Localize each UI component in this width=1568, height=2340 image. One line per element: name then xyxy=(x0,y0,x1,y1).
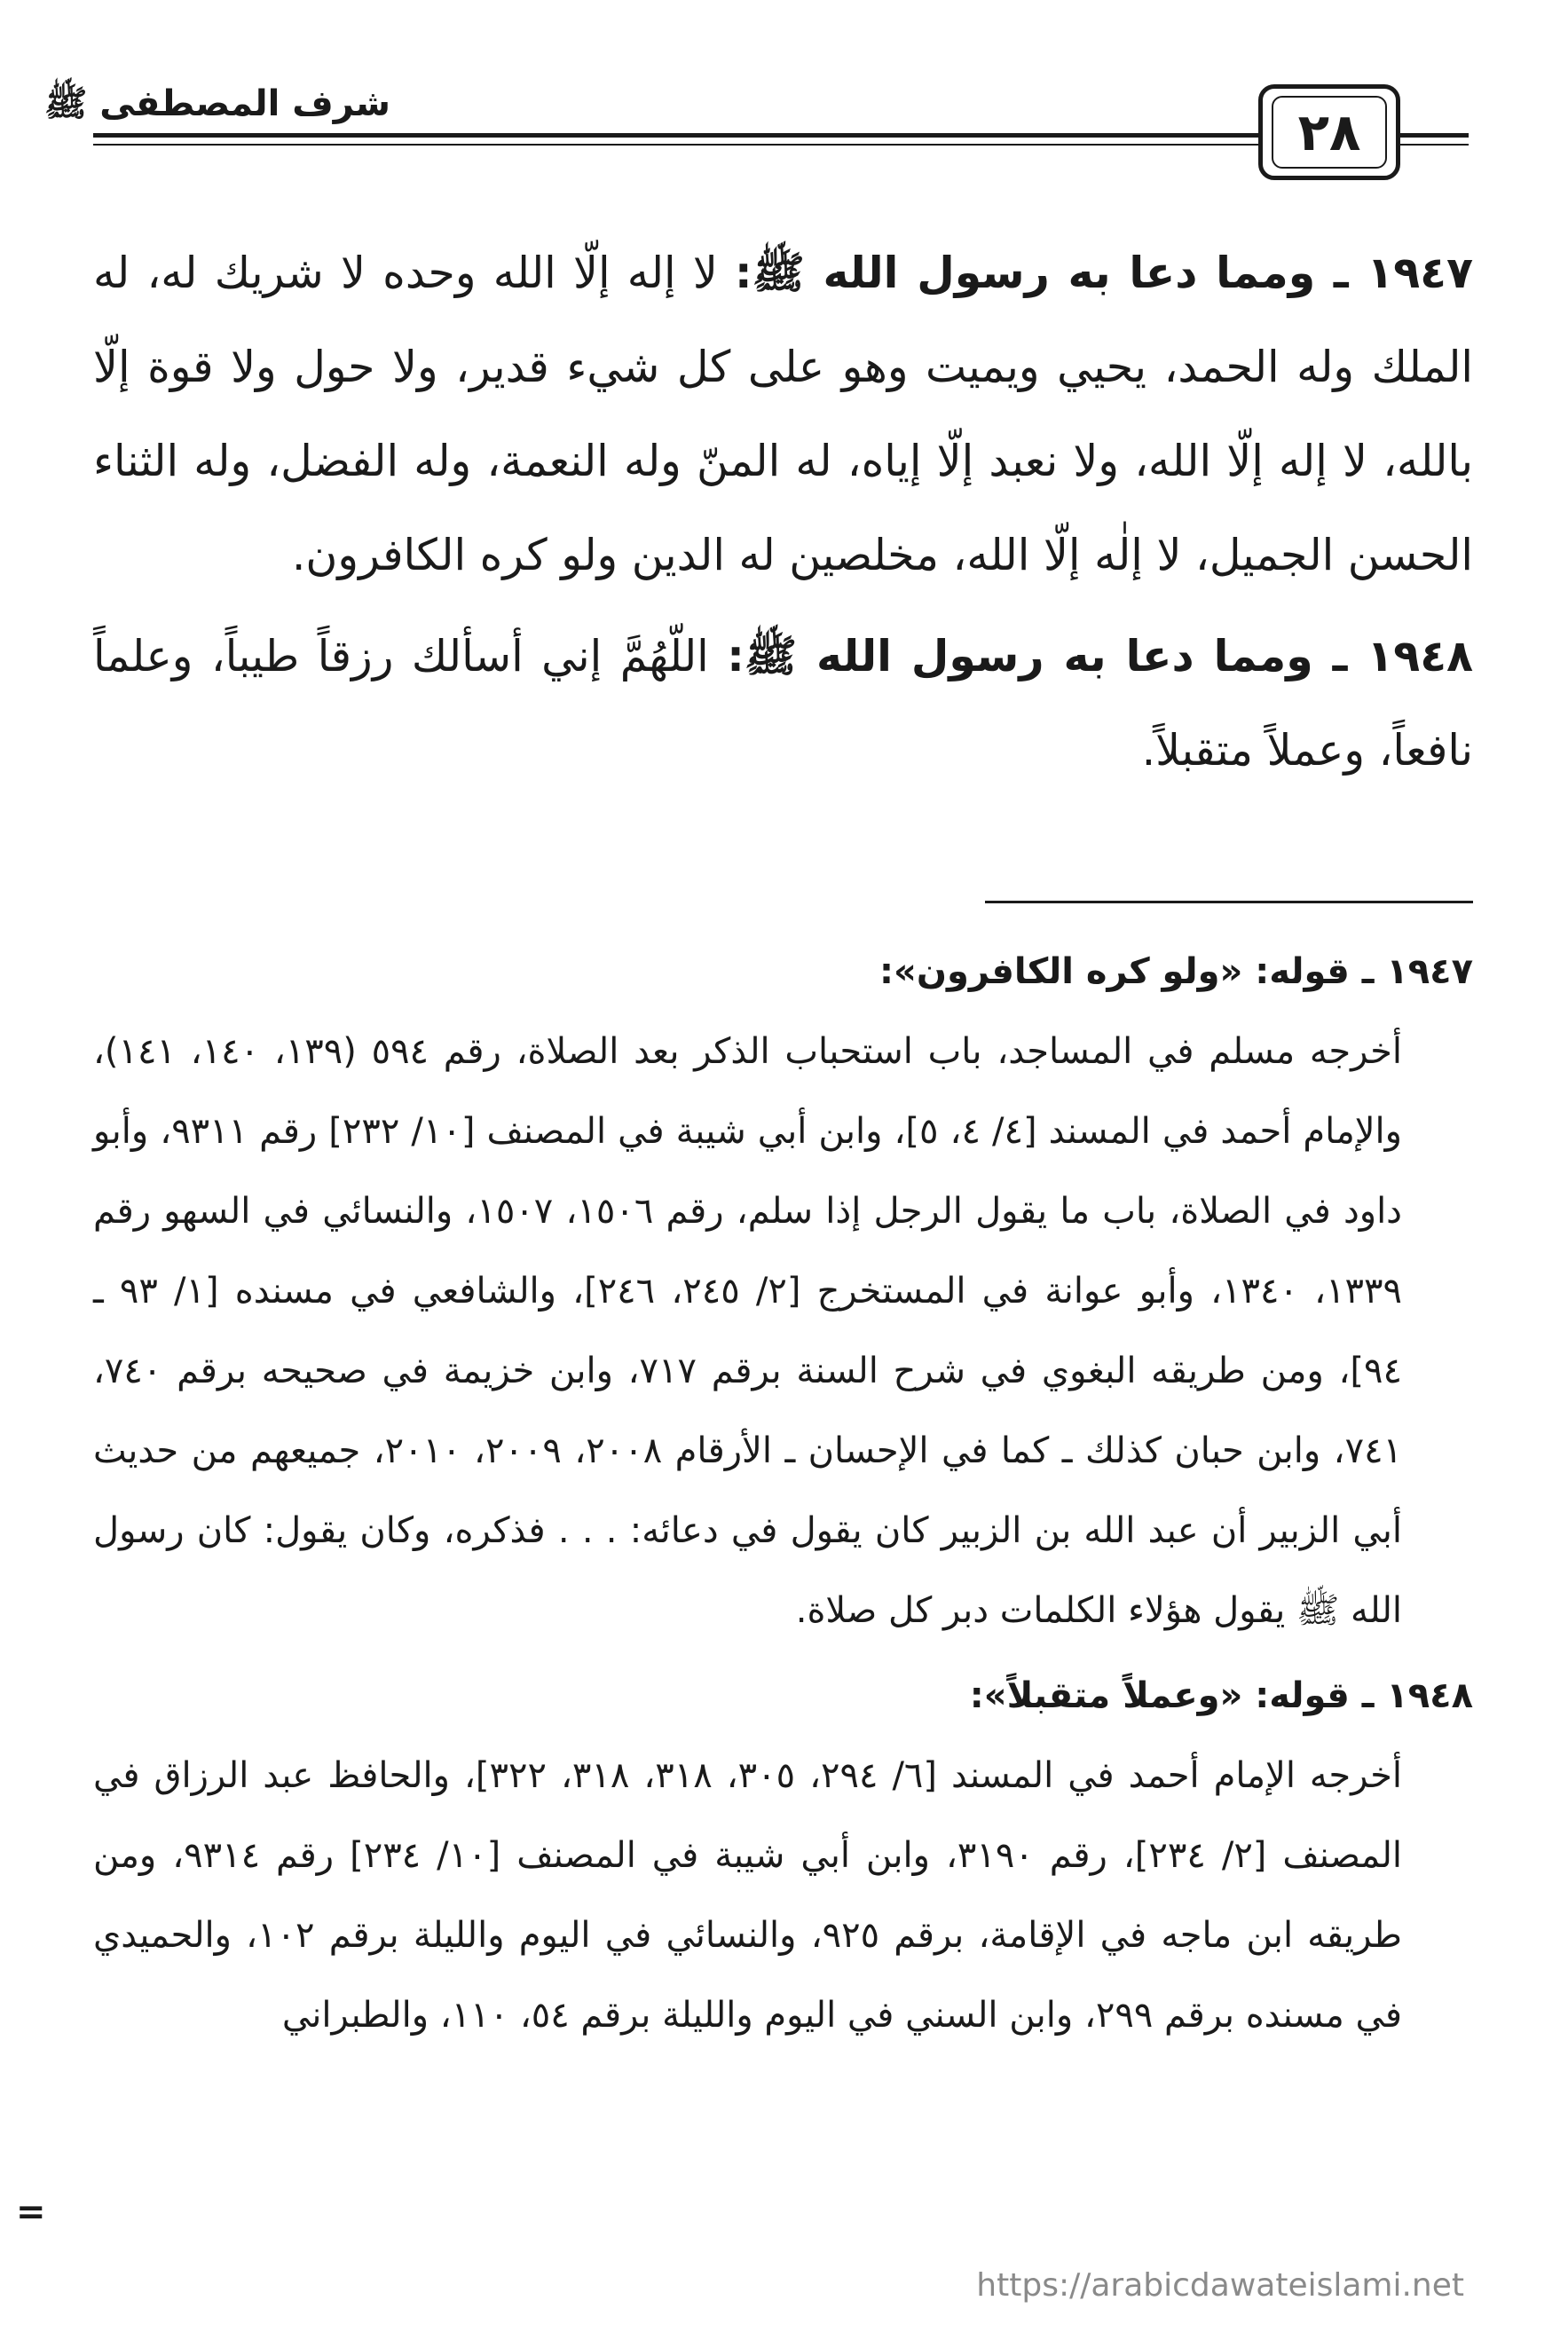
entry-text: لا إله إلّا الله وحده لا شريك له، له الملك وله الحمد، يحيي ويميت وهو على كل شيء قدير، ولا حول ولا قوة إلّا بالله، لا إله إلّا الله، ولا نعبد إلّا إياه، له المنّ وله النعمة، وله الفضل، وله الثناء الحسن الجميل، لا إلٰه إلّا الله، مخلصين له الدين ولو كره الكافرون. xyxy=(93,248,1473,580)
watermark-url: https://arabicdawateislami.net xyxy=(976,2267,1464,2304)
entry-heading: ١٩٤٨ ـ ومما دعا به رسول الله ﷺ: xyxy=(727,631,1474,682)
footnote-divider xyxy=(985,901,1473,903)
page-number-frame xyxy=(1258,84,1400,180)
entry-heading: ١٩٤٧ ـ ومما دعا به رسول الله ﷺ: xyxy=(735,248,1473,298)
footnotes xyxy=(93,932,1473,2055)
page-header xyxy=(0,0,1568,177)
main-text xyxy=(93,226,1473,798)
running-title: شرف المصطفى ﷺ xyxy=(43,83,390,124)
footnote-title: ١٩٤٧ ـ قوله: «ولو كره الكافرون»: xyxy=(879,951,1473,992)
entry-text: اللّهُمَّ إني أسألك رزقاً طيباً، وعلماً نافعاً، وعملاً متقبلاً. xyxy=(93,631,1473,776)
page-number: ٢٨ xyxy=(1272,96,1387,169)
footnote-body: أخرجه الإمام أحمد في المسند [٦/ ٢٩٤، ٣٠٥، ٣١٨، ٣١٨، ٣٢٢]، والحافظ عبد الرزاق في المصنف [٢/ ٢٣٤]، رقم ٣١٩٠، وابن أبي شيبة في المصنف [١٠/ ٢٣٤] رقم ٩٣١٤، ومن طريقه ابن ماجه في الإقامة، برقم ٩٢٥، والنسائي في اليوم والليلة برقم ١٠٢، والحميدي في مسنده برقم ٢٩٩، وابن السني في اليوم والليلة برقم ٥٤، ١١٠، والطبراني xyxy=(93,1755,1403,2036)
entry-1947 xyxy=(93,226,1473,603)
continuation-mark: = xyxy=(16,2192,46,2233)
footnote-1948 xyxy=(93,1656,1473,2055)
entry-1948 xyxy=(93,610,1473,798)
footnote-1947 xyxy=(93,932,1473,1651)
footnote-title: ١٩٤٨ ـ قوله: «وعملاً متقبلاً»: xyxy=(969,1675,1473,1716)
footnote-body: أخرجه مسلم في المساجد، باب استحباب الذكر بعد الصلاة، رقم ٥٩٤ (١٣٩، ١٤٠، ١٤١)، والإمام أحمد في المسند [٤/ ٤، ٥]، وابن أبي شيبة في المصنف [١٠/ ٢٣٢] رقم ٩٣١١، وأبو داود في الصلاة، باب ما يقول الرجل إذا سلم، رقم ١٥٠٦، ١٥٠٧، والنسائي في السهو رقم ١٣٣٩، ١٣٤٠، وأبو عوانة في المستخرج [٢/ ٢٤٥، ٢٤٦]، والشافعي في مسنده [١/ ٩٣ ـ ٩٤]، ومن طريقه البغوي في شرح السنة برقم ٧١٧، وابن خزيمة في صحيحه برقم ٧٤٠، ٧٤١، وابن حبان كذلك ـ كما في الإحسان ـ الأرقام ٢٠٠٨، ٢٠٠٩، ٢٠١٠، جميعهم من حديث أبي الزبير أن عبد الله بن الزبير كان يقول في دعائه: . . . فذكره، وكان يقول: كان رسول الله ﷺ يقول هؤلاء الكلمات دبر كل صلاة. xyxy=(93,1031,1403,1631)
